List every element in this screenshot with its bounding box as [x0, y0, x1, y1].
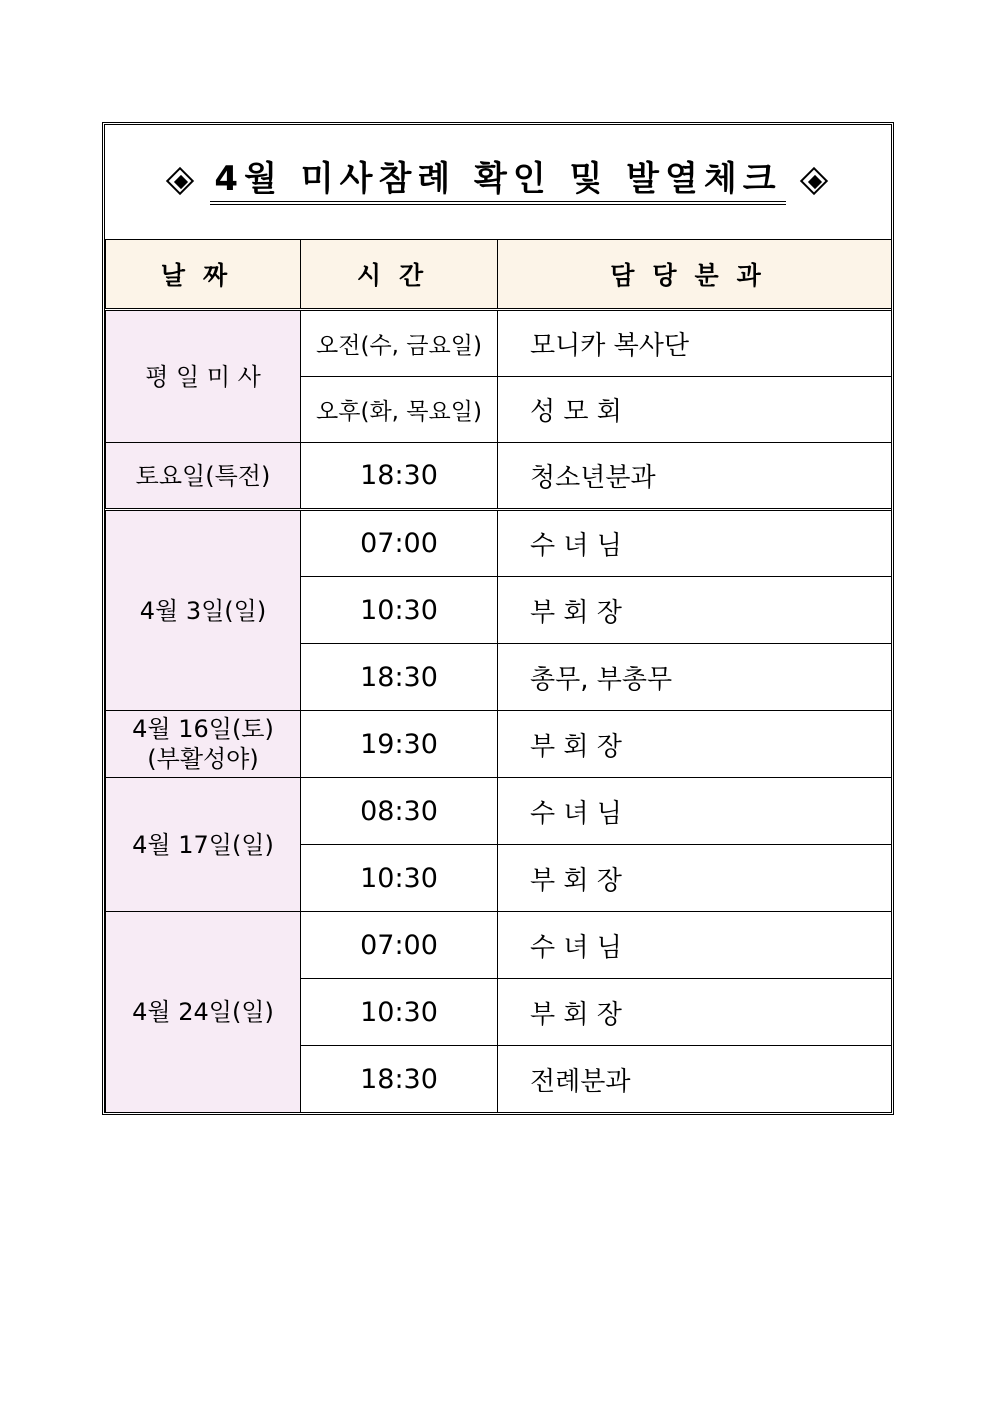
- title-row: [105, 125, 891, 241]
- mass-schedule-table: [105, 239, 892, 1113]
- diamond-left-icon: [166, 167, 196, 197]
- date-cell: [106, 711, 301, 778]
- date-cell: 토요일(특전): [106, 443, 301, 510]
- time-cell: 07:00: [301, 912, 498, 979]
- time-cell: 오후(화, 목요일): [301, 377, 498, 443]
- time-cell: 18:30: [301, 644, 498, 711]
- time-cell: 18:30: [301, 443, 498, 510]
- table-row: [106, 711, 892, 778]
- dept-cell: 총무, 부총무: [498, 644, 892, 711]
- dept-cell: 청소년분과: [498, 443, 892, 510]
- dept-cell: 성 모 회: [498, 377, 892, 443]
- date-cell: 4월 24일(일): [106, 912, 301, 1113]
- date-line-1: 4월 16일(토): [132, 715, 274, 743]
- dept-cell: 부 회 장: [498, 845, 892, 912]
- table-row: [106, 443, 892, 510]
- time-cell: 08:30: [301, 778, 498, 845]
- date-cell: 평 일 미 사: [106, 310, 301, 443]
- dept-cell: 수 녀 님: [498, 912, 892, 979]
- header-date: 날짜: [106, 240, 301, 310]
- time-cell: 19:30: [301, 711, 498, 778]
- time-cell: 10:30: [301, 845, 498, 912]
- header-time: 시간: [301, 240, 498, 310]
- time-cell: 18:30: [301, 1046, 498, 1113]
- time-cell: 10:30: [301, 979, 498, 1046]
- table-row: [106, 912, 892, 979]
- dept-cell: 부 회 장: [498, 711, 892, 778]
- dept-cell: 부 회 장: [498, 577, 892, 644]
- table-header-row: [106, 240, 892, 310]
- dept-cell: 수 녀 님: [498, 778, 892, 845]
- diamond-right-icon: [800, 167, 830, 197]
- schedule-frame: [102, 122, 894, 1115]
- time-cell: 10:30: [301, 577, 498, 644]
- date-cell: 4월 17일(일): [106, 778, 301, 912]
- header-dept: 담당분과: [498, 240, 892, 310]
- time-cell: 07:00: [301, 510, 498, 577]
- time-cell: 오전(수, 금요일): [301, 310, 498, 377]
- table-row: [106, 310, 892, 377]
- dept-cell: 부 회 장: [498, 979, 892, 1046]
- table-row: [106, 778, 892, 845]
- date-line-2: (부활성야): [147, 745, 259, 773]
- dept-cell: 수 녀 님: [498, 510, 892, 577]
- dept-cell: 모니카 복사단: [498, 310, 892, 377]
- document-title: 4월 미사참례 확인 및 발열체크: [210, 159, 785, 205]
- table-row: [106, 510, 892, 577]
- dept-cell: 전례분과: [498, 1046, 892, 1113]
- date-cell: 4월 3일(일): [106, 510, 301, 711]
